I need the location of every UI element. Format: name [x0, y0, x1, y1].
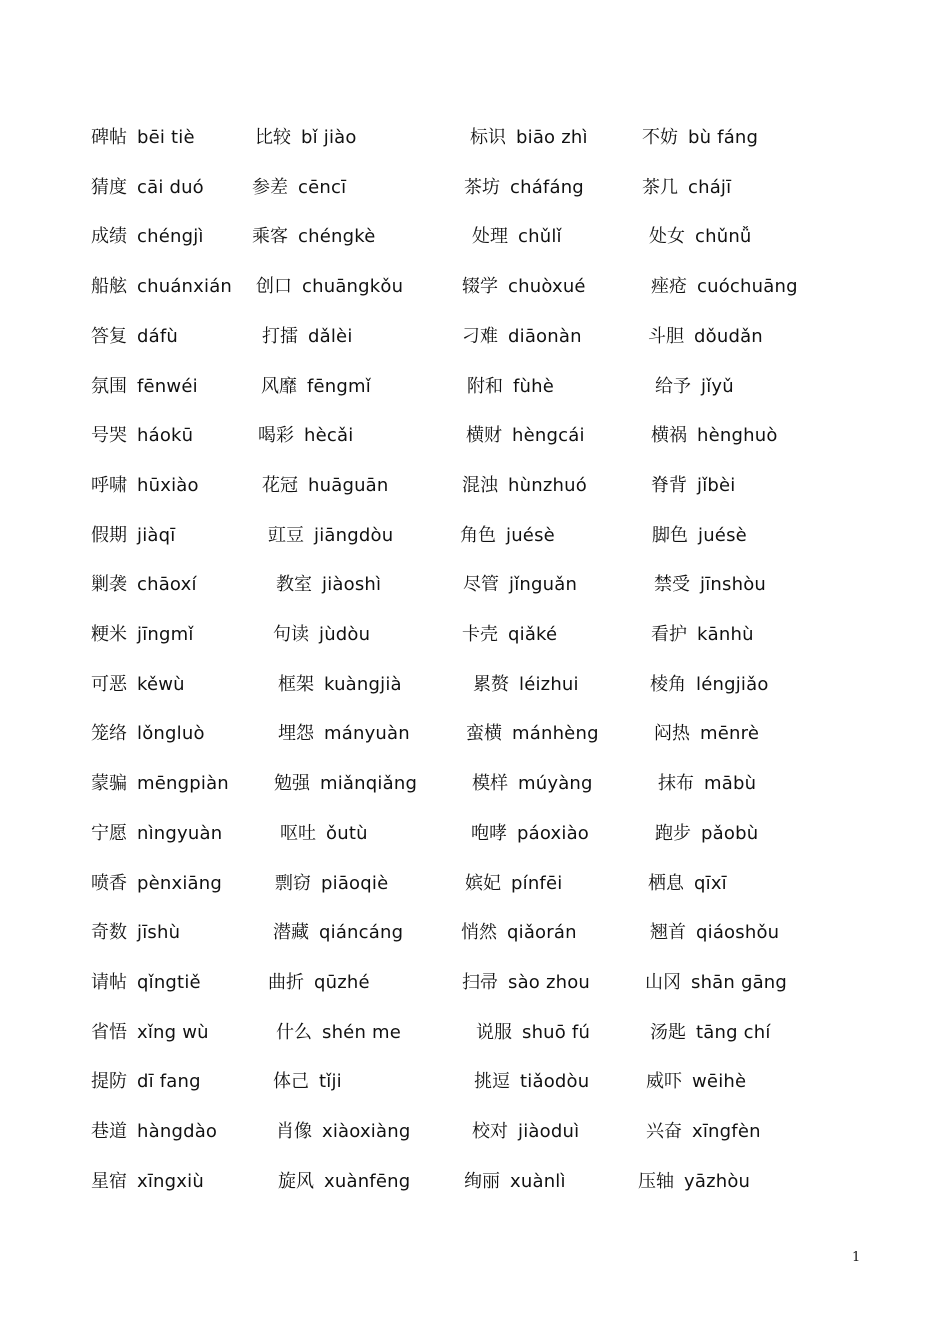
vocab-pinyin: léngjiǎo [696, 673, 769, 695]
vocab-word: 处女 [649, 226, 685, 248]
vocab-pinyin: qīxī [694, 872, 727, 894]
vocab-entry [638, 1167, 750, 1197]
vocab-pinyin: pínfēi [511, 872, 563, 894]
vocab-pinyin: shān gāng [691, 971, 788, 993]
vocab-word: 闷热 [654, 723, 690, 745]
vocab-row [0, 819, 950, 849]
vocab-word: 附和 [467, 375, 503, 397]
vocab-word: 模样 [472, 773, 508, 795]
vocab-pinyin: pènxiāng [137, 872, 223, 894]
vocab-word: 辍学 [462, 276, 498, 298]
vocab-word: 处理 [472, 226, 508, 248]
vocab-word: 汤匙 [650, 1021, 686, 1043]
vocab-pinyin: cāi duó [137, 176, 204, 198]
vocab-row [0, 123, 950, 153]
vocab-word: 星宿 [91, 1170, 127, 1192]
vocab-entry [252, 222, 375, 252]
vocab-pinyin: shén me [322, 1021, 401, 1043]
vocab-entry [91, 918, 180, 948]
vocab-pinyin: chéngkè [298, 226, 376, 248]
vocab-pinyin: chájī [688, 176, 732, 198]
vocab-word: 比较 [255, 127, 291, 148]
vocab-pinyin: dáfù [137, 325, 179, 347]
vocab-pinyin: fēnwéi [137, 375, 198, 397]
vocab-word: 可恶 [91, 673, 127, 695]
vocab-word: 框架 [278, 673, 314, 695]
vocab-entry [262, 322, 353, 352]
vocab-pinyin: diāonàn [508, 325, 582, 347]
vocab-entry [91, 1067, 201, 1097]
vocab-word: 尽管 [463, 574, 499, 596]
vocab-word: 斗胆 [648, 325, 684, 347]
vocab-pinyin: bù fáng [688, 127, 759, 148]
vocab-pinyin: múyàng [518, 773, 593, 795]
vocab-word: 什么 [276, 1021, 312, 1043]
vocab-row [0, 1067, 950, 1097]
vocab-word: 给予 [655, 375, 691, 397]
vocab-row [0, 620, 950, 650]
vocab-word: 蛮横 [466, 723, 502, 745]
vocab-pinyin: jǐbèi [697, 474, 736, 496]
vocab-word: 说服 [476, 1021, 512, 1043]
vocab-pinyin: léizhui [519, 673, 579, 695]
vocab-entry [472, 222, 562, 252]
vocab-word: 标识 [470, 127, 506, 148]
vocab-entry [262, 471, 389, 501]
vocab-pinyin: jīngmǐ [137, 624, 194, 645]
vocab-row [0, 521, 950, 551]
vocab-pinyin: chāoxí [137, 574, 197, 596]
vocab-word: 校对 [472, 1121, 508, 1142]
vocab-entry [464, 1167, 566, 1197]
vocab-entry [466, 421, 585, 451]
vocab-word: 乘客 [252, 226, 288, 248]
vocab-pinyin: dī fang [137, 1071, 201, 1093]
vocab-word: 嫔妃 [465, 872, 501, 894]
vocab-entry [276, 1117, 410, 1147]
vocab-pinyin: dǎlèi [308, 325, 353, 347]
vocab-entry [648, 869, 727, 899]
vocab-entry [646, 1067, 746, 1097]
vocab-pinyin: huāguān [308, 474, 389, 496]
vocab-word: 肖像 [276, 1121, 312, 1142]
vocab-entry [280, 819, 368, 849]
vocab-entry [650, 1018, 771, 1048]
vocab-word: 禁受 [654, 574, 690, 596]
vocab-row [0, 918, 950, 948]
vocab-row [0, 869, 950, 899]
vocab-entry [273, 918, 403, 948]
vocab-pinyin: cháfáng [510, 176, 584, 198]
vocab-pinyin: bēi tiè [137, 127, 195, 148]
vocab-word: 埋怨 [278, 723, 314, 745]
vocab-word: 呼啸 [91, 474, 127, 496]
vocab-pinyin: cēncī [298, 176, 347, 198]
vocab-entry [275, 869, 388, 899]
vocab-entry [91, 471, 199, 501]
vocab-entry [91, 968, 201, 998]
vocab-word: 蒙骗 [91, 773, 127, 795]
vocab-pinyin: hàngdào [137, 1121, 218, 1142]
vocab-pinyin: tāng chí [696, 1021, 771, 1043]
vocab-row [0, 769, 950, 799]
vocab-pinyin: tiǎodòu [520, 1071, 590, 1093]
vocab-word: 混浊 [462, 474, 498, 496]
vocab-row [0, 372, 950, 402]
vocab-entry [273, 1067, 342, 1097]
vocab-entry [276, 570, 381, 600]
vocab-word: 绚丽 [464, 1170, 500, 1192]
vocab-entry [91, 372, 198, 402]
vocab-pinyin: qiáncáng [319, 922, 404, 944]
vocab-word: 看护 [651, 624, 687, 645]
vocab-entry [462, 968, 590, 998]
vocab-word: 提防 [91, 1071, 127, 1093]
vocab-pinyin: jǐnguǎn [509, 574, 578, 596]
vocab-word: 笼络 [91, 723, 127, 745]
vocab-entry [91, 819, 222, 849]
vocab-word: 参差 [252, 176, 288, 198]
vocab-word: 省悟 [91, 1021, 127, 1043]
vocab-word: 船舷 [91, 276, 127, 298]
vocab-entry [91, 719, 205, 749]
vocab-entry [268, 968, 370, 998]
vocab-pinyin: bǐ jiào [301, 127, 357, 148]
vocab-entry [273, 620, 370, 650]
vocab-pinyin: miǎnqiǎng [320, 773, 418, 795]
vocab-entry [91, 1167, 204, 1197]
vocab-entry [258, 421, 353, 451]
vocab-pinyin: chuánxián [137, 276, 233, 298]
vocab-pinyin: sào zhou [508, 971, 591, 993]
vocab-pinyin: mēngpiàn [137, 773, 229, 795]
vocab-entry [278, 1167, 410, 1197]
vocab-pinyin: juésè [698, 524, 747, 546]
vocab-entry [465, 869, 562, 899]
vocab-pinyin: xīngxiù [137, 1170, 204, 1192]
vocab-word: 创口 [256, 276, 292, 298]
vocab-entry [91, 322, 178, 352]
vocab-word: 氛围 [91, 375, 127, 397]
vocab-word: 剽窃 [275, 872, 311, 894]
vocab-entry [476, 1018, 590, 1048]
vocab-word: 旋风 [278, 1170, 314, 1192]
vocab-entry [473, 670, 579, 700]
vocab-entry [268, 521, 393, 551]
vocab-pinyin: hènghuò [697, 425, 778, 447]
vocab-row [0, 968, 950, 998]
vocab-entry [466, 719, 599, 749]
vocab-word: 请帖 [91, 971, 127, 993]
vocab-word: 刁难 [462, 325, 498, 347]
vocab-word: 栖息 [648, 872, 684, 894]
vocab-entry [658, 769, 756, 799]
vocab-word: 跑步 [655, 822, 691, 844]
vocab-entry [461, 918, 577, 948]
vocab-word: 花冠 [262, 474, 298, 496]
vocab-pinyin: chéngjì [137, 226, 204, 248]
vocab-pinyin: mēnrè [700, 723, 760, 745]
vocab-entry [460, 521, 555, 551]
vocab-row [0, 670, 950, 700]
vocab-word: 横财 [466, 425, 502, 447]
vocab-entry [651, 272, 798, 302]
vocab-pinyin: xǐng wù [137, 1021, 209, 1043]
vocab-entry [278, 719, 410, 749]
vocab-pinyin: xīngfèn [692, 1121, 761, 1142]
vocab-pinyin: hūxiào [137, 474, 199, 496]
vocab-entry [651, 421, 778, 451]
vocab-entry [651, 471, 736, 501]
vocab-pinyin: hùnzhuó [508, 474, 587, 496]
vocab-word: 呕吐 [280, 822, 316, 844]
vocab-word: 挑逗 [474, 1071, 510, 1093]
vocab-entry [654, 719, 759, 749]
vocab-pinyin: mánhèng [512, 723, 599, 745]
vocab-word: 豇豆 [268, 524, 304, 546]
vocab-entry [255, 123, 357, 153]
vocab-entry [642, 123, 758, 153]
vocab-entry [274, 769, 417, 799]
vocab-word: 痤疮 [651, 276, 687, 298]
vocab-entry [462, 620, 557, 650]
vocab-pinyin: cuóchuāng [697, 276, 798, 298]
vocab-entry [91, 123, 195, 153]
vocab-pinyin: jùdòu [319, 624, 371, 645]
vocab-pinyin: shuō fú [522, 1021, 591, 1043]
vocab-row [0, 719, 950, 749]
vocab-pinyin: qiǎké [508, 624, 558, 645]
vocab-word: 扫帚 [462, 971, 498, 993]
vocab-word: 翘首 [650, 922, 686, 944]
vocab-entry [642, 173, 731, 203]
vocab-word: 成绩 [91, 226, 127, 248]
vocab-entry [654, 570, 766, 600]
vocab-pinyin: qǐngtiě [137, 971, 201, 993]
vocab-word: 茶几 [642, 176, 678, 198]
vocab-entry [464, 173, 584, 203]
vocab-word: 抹布 [658, 773, 694, 795]
vocab-pinyin: qiǎorán [507, 922, 577, 944]
vocab-word: 悄然 [461, 922, 497, 944]
vocab-entry [261, 372, 371, 402]
vocab-word: 体己 [273, 1071, 309, 1093]
vocab-pinyin: hècǎi [304, 425, 354, 447]
vocab-word: 猜度 [91, 176, 127, 198]
vocab-word: 打擂 [262, 325, 298, 347]
vocab-word: 兴奋 [646, 1121, 682, 1142]
vocab-entry [91, 272, 232, 302]
vocab-row [0, 421, 950, 451]
vocab-word: 奇数 [91, 922, 127, 944]
vocab-pinyin: jīnshòu [700, 574, 767, 596]
vocab-word: 碑帖 [91, 127, 127, 148]
vocab-word: 喝彩 [258, 425, 294, 447]
vocab-word: 累赘 [473, 673, 509, 695]
vocab-row [0, 222, 950, 252]
vocab-pinyin: yāzhòu [684, 1170, 751, 1192]
vocab-pinyin: ǒutù [326, 822, 368, 844]
vocab-pinyin: háokū [137, 425, 194, 447]
vocab-pinyin: qūzhé [314, 971, 370, 993]
vocab-entry [471, 819, 589, 849]
vocab-word: 假期 [91, 524, 127, 546]
vocab-entry [91, 173, 204, 203]
vocab-pinyin: xuànfēng [324, 1170, 411, 1192]
vocab-pinyin: jiàoshì [322, 574, 382, 596]
vocab-word: 剿袭 [91, 574, 127, 596]
vocab-word: 不妨 [642, 127, 678, 148]
vocab-word: 茶坊 [464, 176, 500, 198]
vocab-entry [91, 769, 229, 799]
vocab-pinyin: hèngcái [512, 425, 585, 447]
vocab-entry [648, 322, 763, 352]
vocab-pinyin: wēihè [692, 1071, 747, 1093]
vocab-entry [472, 1117, 579, 1147]
vocab-word: 教室 [276, 574, 312, 596]
vocab-pinyin: páoxiào [517, 822, 590, 844]
page-number: 1 [852, 1250, 861, 1265]
vocab-pinyin: pǎobù [701, 822, 759, 844]
vocab-word: 脊背 [651, 474, 687, 496]
vocab-entry [463, 570, 577, 600]
vocab-entry [278, 670, 402, 700]
vocab-row [0, 570, 950, 600]
vocab-word: 勉强 [274, 773, 310, 795]
vocab-word: 答复 [91, 325, 127, 347]
vocab-entry [472, 769, 593, 799]
vocab-pinyin: kěwù [137, 673, 185, 695]
vocab-entry [649, 222, 752, 252]
vocab-word: 压轴 [638, 1170, 674, 1192]
vocab-word: 宁愿 [91, 822, 127, 844]
vocab-entry [91, 521, 175, 551]
vocab-pinyin: juésè [506, 524, 555, 546]
vocab-pinyin: jiàoduì [518, 1121, 580, 1142]
vocab-word: 脚色 [652, 524, 688, 546]
vocab-pinyin: kuàngjià [324, 673, 402, 695]
vocab-entry [650, 918, 779, 948]
vocab-pinyin: jǐyǔ [701, 375, 734, 397]
vocab-pinyin: fēngmǐ [307, 375, 371, 397]
vocab-word: 卡壳 [462, 624, 498, 645]
vocab-pinyin: kānhù [697, 624, 754, 645]
vocab-entry [91, 1018, 209, 1048]
vocab-entry [655, 372, 734, 402]
vocab-row [0, 1167, 950, 1197]
vocab-entry [655, 819, 758, 849]
vocab-word: 山冈 [645, 971, 681, 993]
vocab-entry [645, 968, 787, 998]
vocab-row [0, 1018, 950, 1048]
vocab-word: 横祸 [651, 425, 687, 447]
vocab-entry [652, 521, 747, 551]
vocab-entry [462, 322, 582, 352]
vocab-pinyin: nìngyuàn [137, 822, 223, 844]
vocab-word: 句读 [273, 624, 309, 645]
vocab-word: 咆哮 [471, 822, 507, 844]
vocab-pinyin: chǔlǐ [518, 226, 562, 248]
vocab-entry [474, 1067, 589, 1097]
vocab-pinyin: chǔnǚ [695, 226, 752, 248]
vocab-entry [462, 272, 586, 302]
vocab-pinyin: piāoqiè [321, 872, 389, 894]
vocab-pinyin: chuòxué [508, 276, 586, 298]
vocab-row [0, 1117, 950, 1147]
vocab-entry [276, 1018, 401, 1048]
vocab-row [0, 173, 950, 203]
vocab-entry [91, 620, 194, 650]
vocab-entry [651, 620, 754, 650]
vocab-pinyin: qiáoshǒu [696, 922, 780, 944]
vocab-pinyin: chuāngkǒu [302, 276, 404, 298]
vocab-word: 棱角 [650, 673, 686, 695]
vocab-entry [467, 372, 554, 402]
vocab-entry [91, 222, 204, 252]
vocab-word: 粳米 [91, 624, 127, 645]
vocab-word: 风靡 [261, 375, 297, 397]
vocab-pinyin: jiàqī [137, 524, 176, 546]
vocab-pinyin: fùhè [513, 375, 555, 397]
vocab-row [0, 322, 950, 352]
vocab-entry [256, 272, 403, 302]
vocab-entry [462, 471, 587, 501]
vocab-pinyin: biāo zhì [516, 127, 588, 148]
vocab-entry [470, 123, 588, 153]
vocab-pinyin: dǒudǎn [694, 325, 763, 347]
vocab-row [0, 471, 950, 501]
vocab-pinyin: xiàoxiàng [322, 1121, 411, 1142]
vocab-pinyin: lǒngluò [137, 723, 205, 745]
vocab-entry [646, 1117, 761, 1147]
vocab-row [0, 272, 950, 302]
vocab-pinyin: mābù [704, 773, 757, 795]
vocab-pinyin: tǐji [319, 1071, 342, 1093]
vocab-pinyin: xuànlì [510, 1170, 566, 1192]
vocab-pinyin: mányuàn [324, 723, 410, 745]
vocab-word: 威吓 [646, 1071, 682, 1093]
vocab-word: 曲折 [268, 971, 304, 993]
vocab-word: 巷道 [91, 1121, 127, 1142]
vocab-word: 号哭 [91, 425, 127, 447]
vocab-entry [91, 670, 185, 700]
vocab-word: 角色 [460, 524, 496, 546]
vocab-entry [650, 670, 769, 700]
vocab-pinyin: jiāngdòu [314, 524, 394, 546]
vocab-entry [91, 570, 197, 600]
vocab-pinyin: jīshù [137, 922, 181, 944]
vocab-word: 喷香 [91, 872, 127, 894]
vocab-entry [252, 173, 346, 203]
vocab-entry [91, 421, 193, 451]
vocab-word: 潜藏 [273, 922, 309, 944]
vocab-entry [91, 869, 222, 899]
vocab-entry [91, 1117, 217, 1147]
